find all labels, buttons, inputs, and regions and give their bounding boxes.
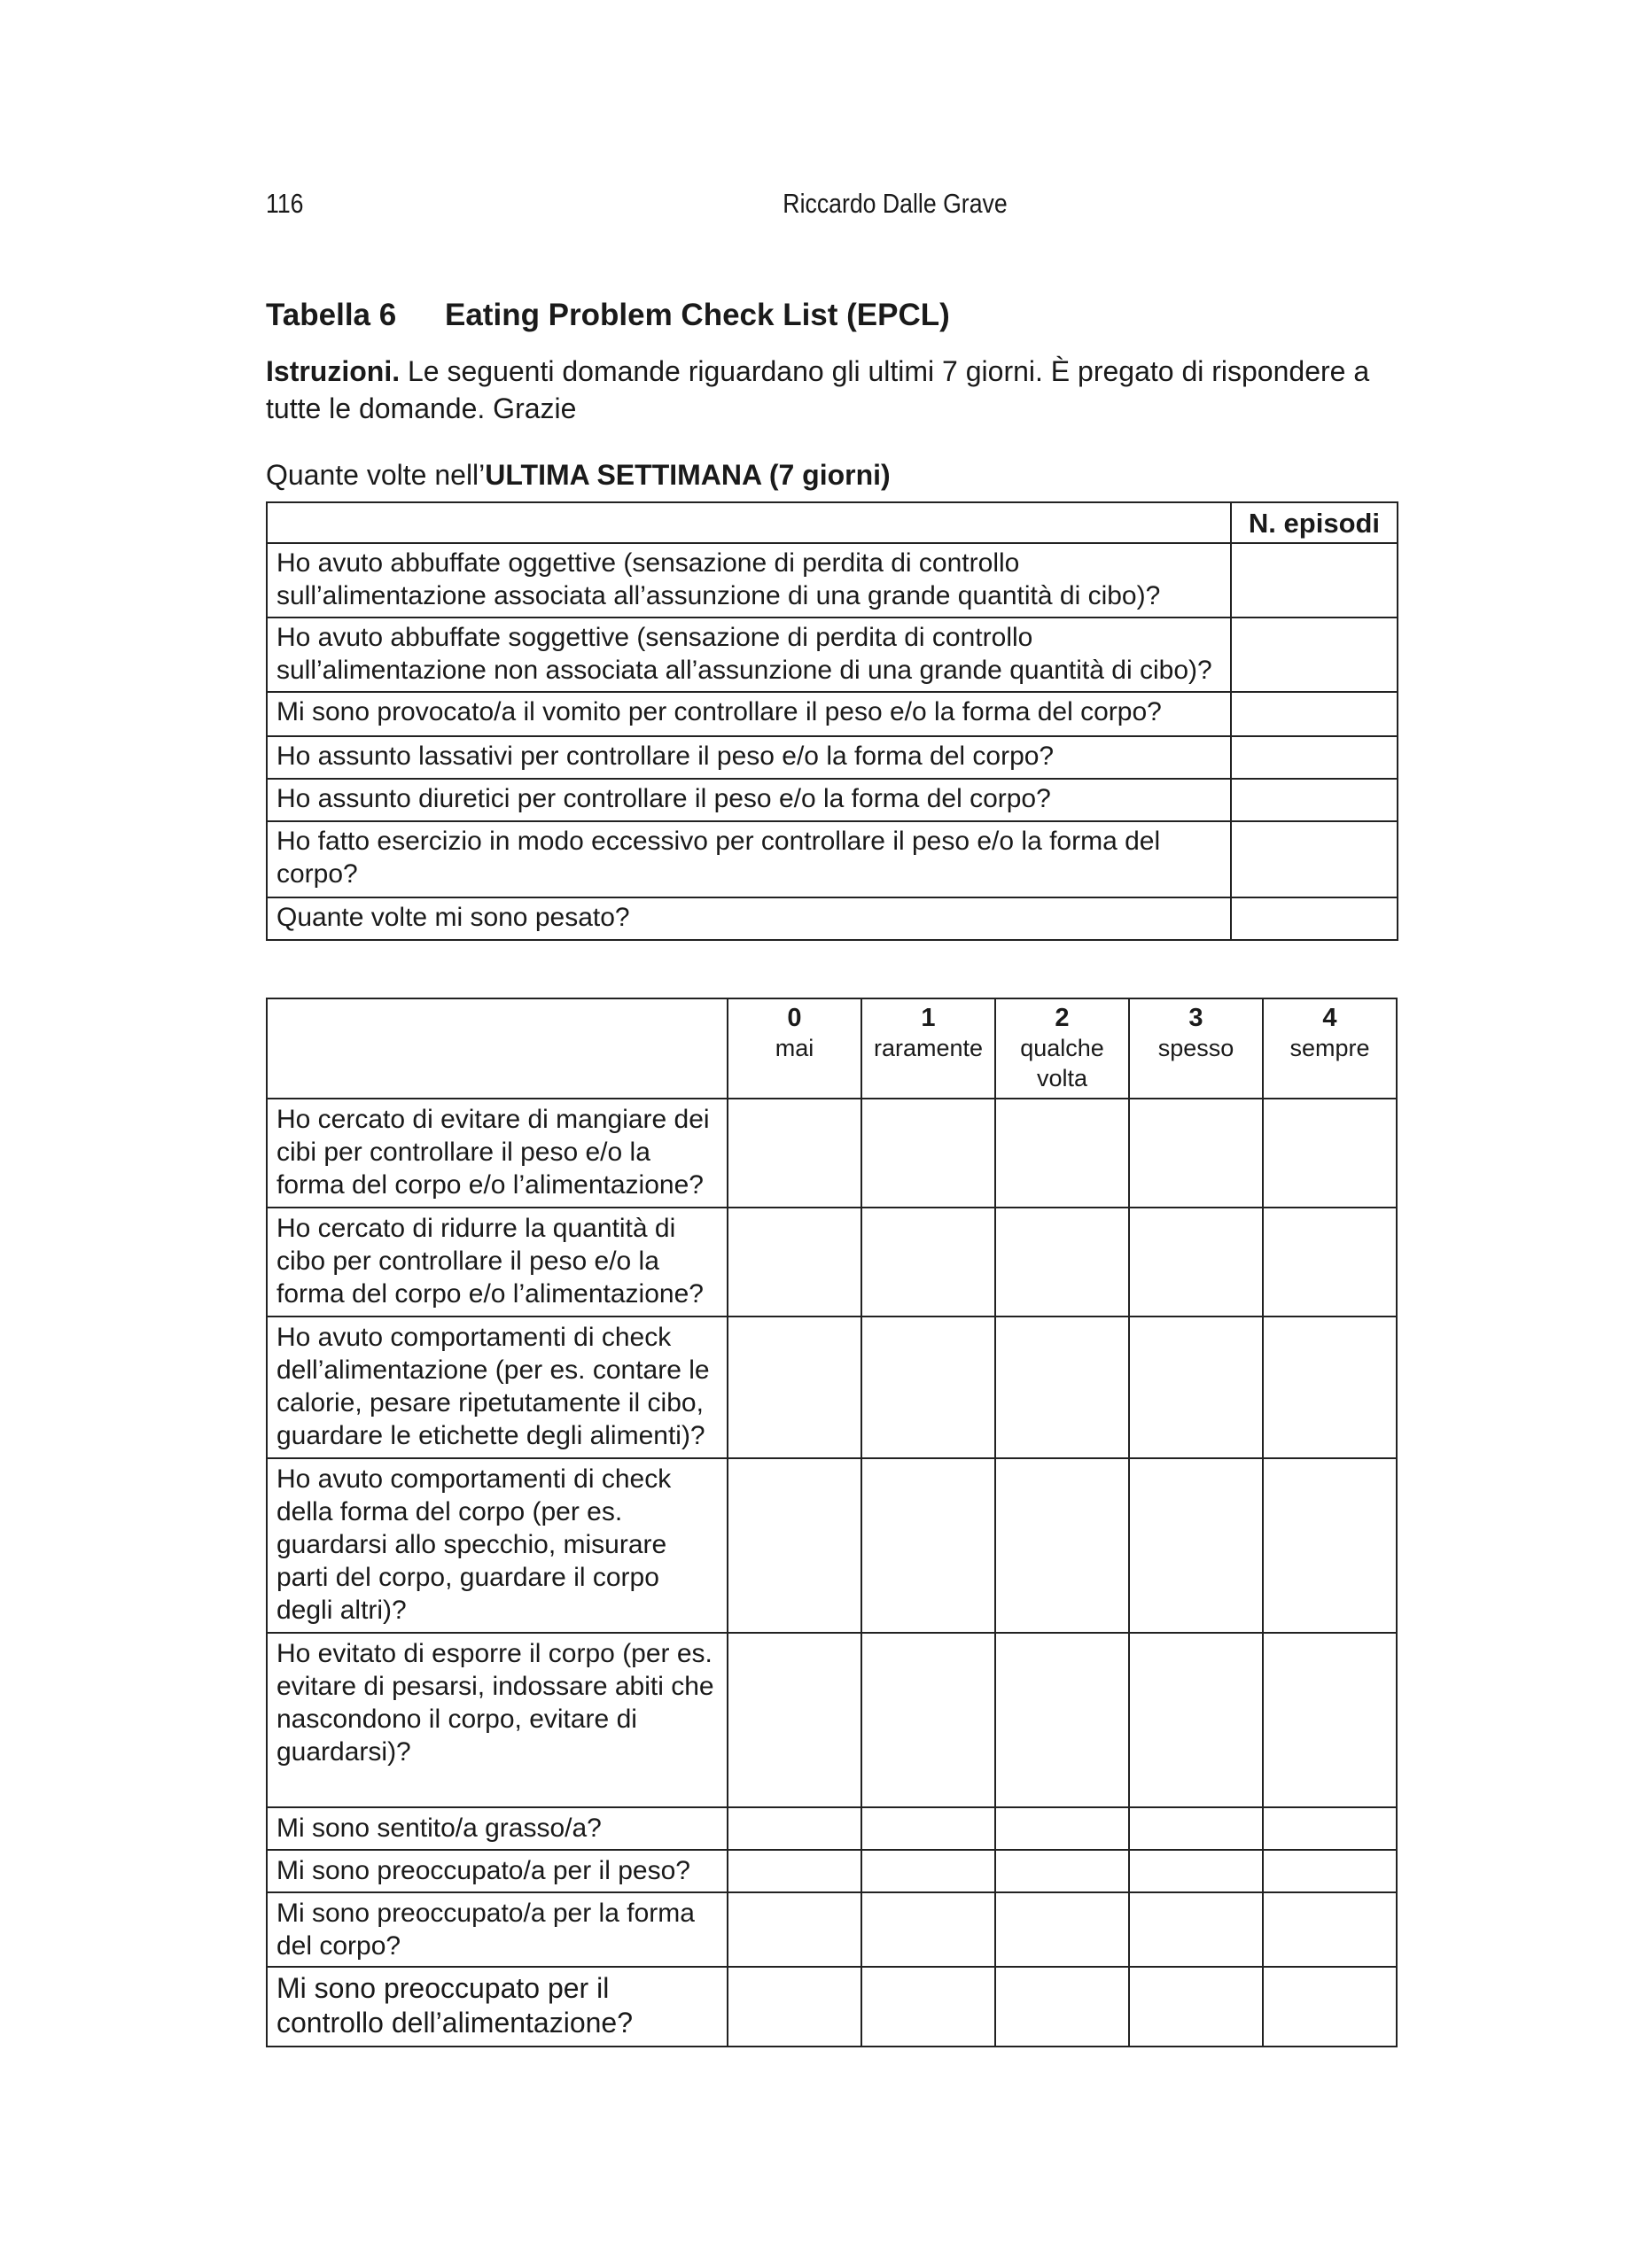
answer-cell-3[interactable] xyxy=(1129,1807,1263,1850)
answer-cell-1[interactable] xyxy=(861,1807,995,1850)
answer-cell-2[interactable] xyxy=(995,1099,1129,1208)
instructions-text: Le seguenti domande riguardano gli ultimi 7 giorni. È pregato di rispondere a tutte le domande. Grazie xyxy=(266,355,1370,424)
answer-cell-0[interactable] xyxy=(728,1317,861,1458)
table-row xyxy=(267,1892,1397,1967)
question-cell: Ho avuto comportamenti di check dell’alimentazione (per es. contare le calorie, pesare ripetutamente il cibo, guardare le etichette degli alimenti)? xyxy=(267,1317,728,1458)
answer-cell-3[interactable] xyxy=(1129,1633,1263,1807)
header-empty-cell xyxy=(267,502,1231,543)
answer-cell-0[interactable] xyxy=(728,1892,861,1967)
scale-label: sempre xyxy=(1289,1035,1370,1061)
table-row xyxy=(267,897,1398,940)
week-prompt-prefix: Quante volte nell’ xyxy=(266,459,486,491)
scale-label: qualche volta xyxy=(1020,1035,1104,1091)
question-cell: Mi sono preoccupato/a per il peso? xyxy=(267,1850,728,1892)
answer-cell-2[interactable] xyxy=(995,1633,1129,1807)
scale-header-1 xyxy=(861,998,995,1099)
answer-cell-0[interactable] xyxy=(728,1807,861,1850)
answer-cell-1[interactable] xyxy=(861,1317,995,1458)
answer-cell-1[interactable] xyxy=(861,1967,995,2047)
instructions-lead: Istruzioni. xyxy=(266,355,401,387)
answer-cell-3[interactable] xyxy=(1129,1317,1263,1458)
answer-cell-3[interactable] xyxy=(1129,1967,1263,2047)
episodes-count-cell[interactable] xyxy=(1231,692,1398,736)
answer-cell-2[interactable] xyxy=(995,1317,1129,1458)
answer-cell-3[interactable] xyxy=(1129,1892,1263,1967)
table-title: Eating Problem Check List (EPCL) xyxy=(445,298,950,332)
table-row xyxy=(267,1208,1397,1317)
week-prompt-emphasis: ULTIMA SETTIMANA (7 giorni) xyxy=(485,459,891,491)
episodes-header: N. episodi xyxy=(1231,502,1398,543)
answer-cell-4[interactable] xyxy=(1263,1967,1397,2047)
scale-score: 3 xyxy=(1188,1004,1203,1032)
table-row xyxy=(267,1807,1397,1850)
question-cell: Ho assunto lassativi per controllare il peso e/o la forma del corpo? xyxy=(267,736,1231,779)
frequency-table xyxy=(266,998,1398,2047)
answer-cell-4[interactable] xyxy=(1263,1850,1397,1892)
answer-cell-4[interactable] xyxy=(1263,1633,1397,1807)
scale-score: 2 xyxy=(1055,1004,1070,1032)
episodes-count-cell[interactable] xyxy=(1231,779,1398,821)
table-row xyxy=(267,1967,1397,2047)
episodes-count-cell[interactable] xyxy=(1231,736,1398,779)
answer-cell-1[interactable] xyxy=(861,1633,995,1807)
question-cell: Ho evitato di esporre il corpo (per es. evitare di pesarsi, indossare abiti che nascondono il corpo, evitare di guardarsi)? xyxy=(267,1633,728,1807)
answer-cell-4[interactable] xyxy=(1263,1099,1397,1208)
question-cell: Ho cercato di ridurre la quantità di cibo per controllare il peso e/o la forma del corpo e/o l’alimentazione? xyxy=(267,1208,728,1317)
answer-cell-4[interactable] xyxy=(1263,1892,1397,1967)
question-cell: Ho avuto abbuffate soggettive (sensazione di perdita di controllo sull’alimentazione non associata all’assunzione di una grande quantità di cibo)? xyxy=(267,617,1231,692)
answer-cell-2[interactable] xyxy=(995,1458,1129,1633)
table-header-row xyxy=(267,502,1398,543)
week-prompt xyxy=(266,459,891,492)
table-number: Tabella 6 xyxy=(266,298,397,332)
page-header xyxy=(266,188,1396,227)
table-row xyxy=(267,779,1398,821)
answer-cell-1[interactable] xyxy=(861,1208,995,1317)
instructions xyxy=(266,353,1409,427)
table-row xyxy=(267,1633,1397,1807)
answer-cell-2[interactable] xyxy=(995,1892,1129,1967)
answer-cell-3[interactable] xyxy=(1129,1208,1263,1317)
table-caption xyxy=(266,298,950,333)
answer-cell-1[interactable] xyxy=(861,1892,995,1967)
answer-cell-3[interactable] xyxy=(1129,1850,1263,1892)
question-cell: Ho assunto diuretici per controllare il peso e/o la forma del corpo? xyxy=(267,779,1231,821)
answer-cell-1[interactable] xyxy=(861,1850,995,1892)
scale-header-0 xyxy=(728,998,861,1099)
answer-cell-2[interactable] xyxy=(995,1208,1129,1317)
answer-cell-0[interactable] xyxy=(728,1458,861,1633)
table-row xyxy=(267,1850,1397,1892)
question-cell: Mi sono preoccupato/a per la forma del corpo? xyxy=(267,1892,728,1967)
answer-cell-4[interactable] xyxy=(1263,1458,1397,1633)
table-row xyxy=(267,736,1398,779)
table-row xyxy=(267,1317,1397,1458)
answer-cell-0[interactable] xyxy=(728,1967,861,2047)
question-cell: Ho fatto esercizio in modo eccessivo per controllare il peso e/o la forma del corpo? xyxy=(267,821,1231,897)
episodes-count-cell[interactable] xyxy=(1231,897,1398,940)
table-row xyxy=(267,617,1398,692)
answer-cell-0[interactable] xyxy=(728,1850,861,1892)
question-cell: Mi sono provocato/a il vomito per controllare il peso e/o la forma del corpo? xyxy=(267,692,1231,736)
answer-cell-2[interactable] xyxy=(995,1967,1129,2047)
answer-cell-1[interactable] xyxy=(861,1099,995,1208)
header-empty-cell xyxy=(267,998,728,1099)
page-number: 116 xyxy=(266,188,304,219)
scale-header-3 xyxy=(1129,998,1263,1099)
scale-label: spesso xyxy=(1157,1035,1234,1061)
running-head: Riccardo Dalle Grave xyxy=(783,188,1008,219)
scale-header-2 xyxy=(995,998,1129,1099)
table-row xyxy=(267,1099,1397,1208)
table-row xyxy=(267,1458,1397,1633)
episodes-count-cell[interactable] xyxy=(1231,617,1398,692)
scale-label: raramente xyxy=(873,1035,984,1061)
answer-cell-0[interactable] xyxy=(728,1208,861,1317)
table-header-row xyxy=(267,998,1397,1099)
scale-score: 4 xyxy=(1322,1004,1337,1032)
question-cell: Ho avuto comportamenti di check della forma del corpo (per es. guardarsi allo specchio, misurare parti del corpo, guardare il corpo degli altri)? xyxy=(267,1458,728,1633)
table-row xyxy=(267,692,1398,736)
scale-score: 1 xyxy=(921,1004,936,1032)
answer-cell-2[interactable] xyxy=(995,1807,1129,1850)
question-cell: Mi sono sentito/a grasso/a? xyxy=(267,1807,728,1850)
answer-cell-3[interactable] xyxy=(1129,1458,1263,1633)
episodes-count-cell[interactable] xyxy=(1231,821,1398,897)
answer-cell-2[interactable] xyxy=(995,1850,1129,1892)
episodes-count-cell[interactable] xyxy=(1231,543,1398,617)
answer-cell-3[interactable] xyxy=(1129,1099,1263,1208)
answer-cell-0[interactable] xyxy=(728,1099,861,1208)
scale-header-4 xyxy=(1263,998,1397,1099)
question-cell: Mi sono preoccupato per il controllo dell’alimentazione? xyxy=(267,1967,728,2047)
episodes-table xyxy=(266,501,1398,941)
answer-cell-4[interactable] xyxy=(1263,1317,1397,1458)
scale-label: mai xyxy=(775,1035,814,1061)
table-row xyxy=(267,821,1398,897)
answer-cell-0[interactable] xyxy=(728,1633,861,1807)
answer-cell-1[interactable] xyxy=(861,1458,995,1633)
scale-score: 0 xyxy=(787,1004,802,1032)
answer-cell-4[interactable] xyxy=(1263,1807,1397,1850)
question-cell: Ho cercato di evitare di mangiare dei cibi per controllare il peso e/o la forma del corpo e/o l’alimentazione? xyxy=(267,1099,728,1208)
question-cell: Quante volte mi sono pesato? xyxy=(267,897,1231,940)
question-cell: Ho avuto abbuffate oggettive (sensazione di perdita di controllo sull’alimentazione associata all’assunzione di una grande quantità di cibo)? xyxy=(267,543,1231,617)
answer-cell-4[interactable] xyxy=(1263,1208,1397,1317)
table-row xyxy=(267,543,1398,617)
